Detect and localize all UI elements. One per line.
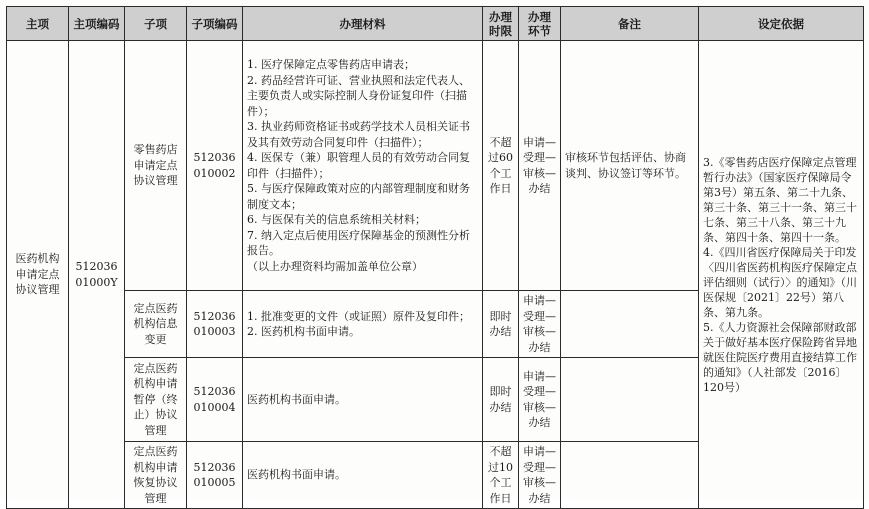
header-materials: 办理材料 [243, 7, 483, 41]
steps-cell: 申请—受理—审核—办结 [519, 41, 561, 291]
header-time-limit: 办理时限 [483, 7, 519, 41]
sub-item-name: 定点医药机构申请恢复协议管理 [125, 442, 187, 509]
material-line: 1. 医疗保障定点零售药店申请表； [247, 58, 415, 71]
material-line: 6. 与医保有关的信息系统相关材料； [247, 213, 426, 226]
header-basis: 设定依据 [699, 7, 864, 41]
service-items-table [6, 6, 864, 509]
material-line: 5. 与医疗保障政策对应的内部管理制度和财务制度文本； [247, 182, 470, 211]
material-line: 3. 执业药师资格证书或药学技术人员相关证书及其有效劳动合同复印件（扫描件）； [247, 120, 470, 149]
sub-item-name: 零售药店申请定点协议管理 [125, 41, 187, 291]
header-remarks: 备注 [561, 7, 699, 41]
steps-cell: 申请—受理—审核—办结 [519, 358, 561, 442]
material-line: 7. 纳入定点后使用医疗保障基金的预测性分析报告。 [247, 228, 470, 257]
time-limit-cell: 不超过10个工作日 [483, 442, 519, 509]
header-steps: 办理环节 [519, 7, 561, 41]
sub-item-code: 512036 010003 [187, 291, 243, 358]
materials-cell [243, 442, 483, 509]
basis-line: 4.《四川省医疗保障局关于印发〈四川省医药机构医疗保障定点评估细则（试行）〉的通知》（川医保规〔2021〕22号）第八条、第九条。 [703, 245, 857, 319]
main-item-code: 512036 01000Y [69, 41, 125, 509]
time-limit-cell: 不超过60个工作日 [483, 41, 519, 291]
header-sub-code: 子项编码 [187, 7, 243, 41]
main-item-name: 医药机构申请定点协议管理 [7, 41, 69, 509]
remarks-cell [561, 358, 699, 442]
remarks-cell [561, 442, 699, 509]
material-line: 1. 批准变更的文件（或证照）原件及复印件； [247, 309, 470, 323]
steps-cell: 申请—受理—审核—办结 [519, 442, 561, 509]
sub-item-name: 定点医药机构申请暂停（终止）协议管理 [125, 358, 187, 442]
remarks-cell: 审核环节包括评估、协商谈判、协议签订等环节。 [561, 41, 699, 291]
header-row [7, 7, 864, 41]
steps-cell: 申请—受理—审核—办结 [519, 291, 561, 358]
header-sub-item: 子项 [125, 7, 187, 41]
basis-line: 5.《人力资源社会保障部财政部关于做好基本医疗保险跨省异地就医住院医疗费用直接结算工作的通知》（人社部发〔2016〕120号） [703, 320, 857, 394]
sub-item-name: 定点医药机构信息变更 [125, 291, 187, 358]
material-line: 4. 医保专（兼）职管理人员的有效劳动合同复印件（扫描件）； [247, 151, 470, 180]
material-line: （以上办理资料均需加盖单位公章） [247, 259, 423, 273]
time-limit-cell: 即时办结 [483, 358, 519, 442]
sub-item-code: 512036 010005 [187, 442, 243, 509]
header-main-item: 主项 [7, 7, 69, 41]
header-main-code: 主项编码 [69, 7, 125, 41]
sub-item-code: 512036 010004 [187, 358, 243, 442]
remarks-cell [561, 291, 699, 358]
materials-cell [243, 41, 483, 291]
sub-item-code: 512036 010002 [187, 41, 243, 291]
basis-cell [699, 41, 864, 509]
materials-cell [243, 358, 483, 442]
materials-cell [243, 291, 483, 358]
basis-line: 3.《零售药店医疗保障定点管理暂行办法》（国家医疗保障局令第3号）第五条、第二十九条、第三十条、第三十一条、第三十七条、第三十八条、第三十九条、第四十条、第四十一条。 [703, 155, 857, 244]
material-line: 医药机构书面申请。 [247, 392, 346, 406]
material-line: 2. 药品经营许可证、营业执照和法定代表人、主要负责人或实际控制人身份证复印件（扫描件）； [247, 73, 470, 118]
material-line: 2. 医药机构书面申请。 [247, 325, 360, 338]
time-limit-cell: 即时办结 [483, 291, 519, 358]
material-line: 医药机构书面申请。 [247, 468, 346, 482]
table-row [7, 41, 864, 291]
